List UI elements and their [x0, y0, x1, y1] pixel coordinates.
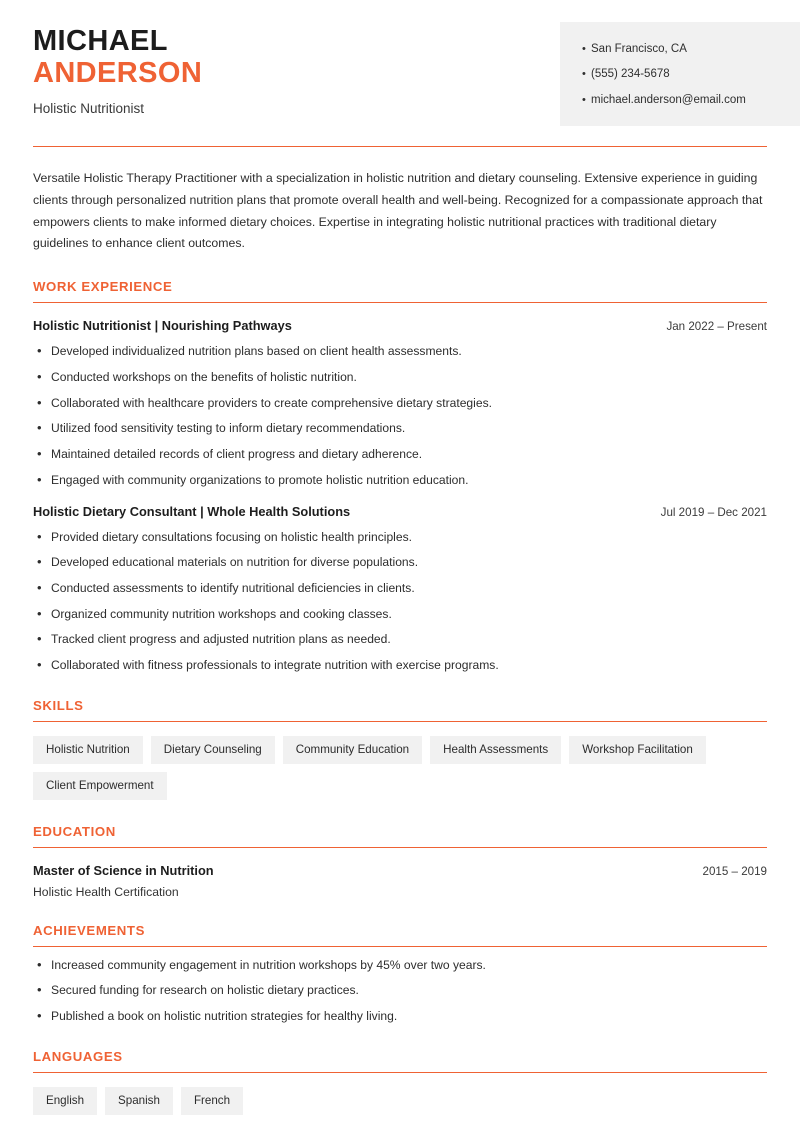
work-entry-bullets — [33, 342, 767, 488]
section-divider — [33, 946, 767, 947]
work-entry-head — [33, 318, 767, 333]
list-item: • Utilized food sensitivity testing to inform dietary recommendations. — [33, 419, 767, 437]
section-divider — [33, 721, 767, 722]
list-item: • Conducted workshops on the benefits of holistic nutrition. — [33, 368, 767, 386]
skill-tag: Community Education — [283, 736, 422, 764]
section-achievements — [33, 923, 767, 1025]
list-item: • Tracked client progress and adjusted nutrition plans as needed. — [33, 630, 767, 648]
list-item: • Developed individualized nutrition plans based on client health assessments. — [33, 342, 767, 360]
section-title-education: EDUCATION — [33, 823, 116, 839]
language-tag: English — [33, 1087, 97, 1115]
first-name: MICHAEL — [33, 25, 168, 57]
achievements-list — [33, 956, 767, 1025]
contact-phone-text: (555) 234-5678 — [591, 68, 670, 81]
section-title-skills: SKILLS — [33, 698, 84, 713]
work-entry-date: Jan 2022 – Present — [666, 320, 767, 334]
bullet-icon: • — [582, 94, 586, 107]
education-date: 2015 – 2019 — [702, 864, 767, 878]
section-divider — [33, 1072, 767, 1073]
section-title-achievements: ACHIEVEMENTS — [33, 922, 145, 938]
education-entry — [33, 863, 767, 899]
language-tag: Spanish — [105, 1087, 173, 1115]
education-subtitle: Holistic Health Certification — [33, 884, 179, 899]
list-item: • Collaborated with healthcare providers to create comprehensive dietary strategies. — [33, 394, 767, 412]
skills-tag-list — [33, 736, 767, 800]
header-identity — [0, 0, 202, 116]
bullet-icon: • — [582, 68, 586, 81]
bullet-icon: • — [582, 42, 586, 55]
job-title: Holistic Nutritionist — [33, 100, 145, 116]
contact-panel — [560, 22, 800, 126]
skill-tag: Health Assessments — [430, 736, 561, 764]
list-item: • Published a book on holistic nutrition strategies for healthy living. — [33, 1007, 767, 1025]
contact-phone — [560, 62, 800, 88]
languages-tag-list — [33, 1087, 767, 1115]
list-item: • Maintained detailed records of client progress and dietary adherence. — [33, 445, 767, 463]
section-education — [33, 824, 767, 899]
skill-tag: Holistic Nutrition — [33, 736, 143, 764]
list-item: • Secured funding for research on holistic dietary practices. — [33, 981, 767, 999]
contact-location-text: San Francisco, CA — [591, 42, 687, 55]
skill-tag: Dietary Counseling — [151, 736, 275, 764]
section-skills — [33, 698, 767, 800]
skill-tag: Client Empowerment — [33, 772, 167, 800]
section-divider — [33, 847, 767, 848]
list-item: • Organized community nutrition workshops and cooking classes. — [33, 605, 767, 623]
education-degree: Master of Science in Nutrition — [33, 862, 214, 878]
professional-summary: Versatile Holistic Therapy Practitioner with a specialization in holistic nutrition and dietary counseling. Extensive experience in guiding clients through personalized nutrition plans that promote overall health and well-being. Recognized for a compassionate approach that empowers clients to make informed dietary choices. Expertise in integrating holistic nutritional practices with traditional dietary guidelines to enhance client outcomes. — [33, 170, 763, 251]
section-title-work-experience: WORK EXPERIENCE — [33, 279, 173, 295]
list-item: • Conducted assessments to identify nutritional deficiencies in clients. — [33, 579, 767, 597]
list-item: • Increased community engagement in nutrition workshops by 45% over two years. — [33, 956, 767, 974]
section-divider — [33, 302, 767, 303]
section-title-languages: LANGUAGES — [33, 1049, 123, 1065]
work-entry-date: Jul 2019 – Dec 2021 — [660, 505, 767, 519]
contact-email-text: michael.anderson@email.com — [591, 94, 746, 107]
list-item: • Provided dietary consultations focusing on holistic health principles. — [33, 528, 767, 546]
list-item: • Developed educational materials on nutrition for diverse populations. — [33, 553, 767, 571]
list-item: • Engaged with community organizations to promote holistic nutrition education. — [33, 471, 767, 489]
work-entry-head — [33, 504, 767, 519]
resume-header — [0, 0, 800, 126]
last-name: ANDERSON — [33, 57, 203, 90]
work-entry — [33, 504, 767, 674]
work-entry-title: Holistic Nutritionist | Nourishing Pathways — [33, 318, 292, 334]
work-entry-title: Holistic Dietary Consultant | Whole Health Solutions — [33, 503, 351, 519]
contact-email[interactable] — [560, 88, 800, 114]
language-tag: French — [181, 1087, 243, 1115]
header-divider — [33, 146, 767, 147]
work-entry-bullets — [33, 528, 767, 674]
contact-location — [560, 36, 800, 62]
list-item: • Collaborated with fitness professionals to integrate nutrition with exercise programs. — [33, 656, 767, 674]
resume-body — [0, 168, 800, 1115]
skill-tag: Workshop Facilitation — [569, 736, 706, 764]
education-entry-head — [33, 863, 767, 878]
section-work-experience — [33, 279, 767, 674]
work-entry — [33, 318, 767, 488]
section-languages — [33, 1049, 767, 1115]
